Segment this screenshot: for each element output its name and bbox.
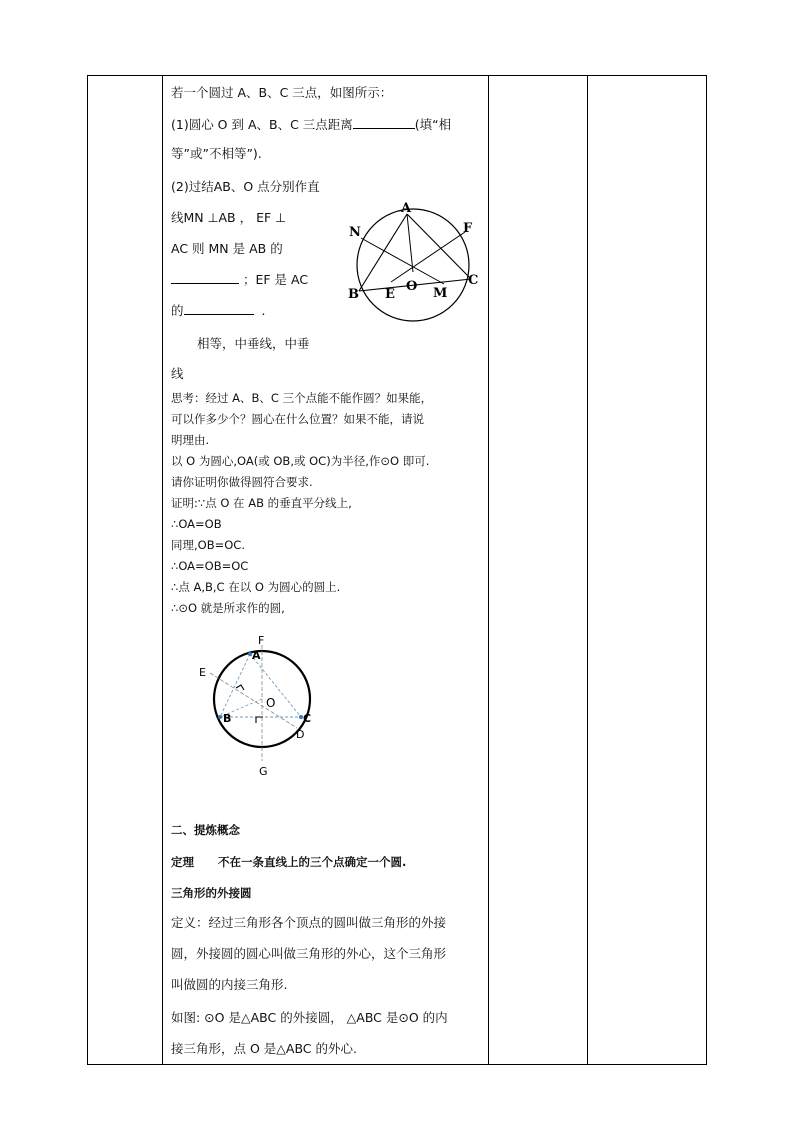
- label-M: M: [433, 286, 448, 301]
- label-B: B: [223, 712, 232, 725]
- label-G: G: [259, 765, 268, 778]
- intro-text: 若一个圆过 A、B、C 三点，如图所示：: [171, 85, 393, 100]
- definition-line: 叫做圆的内接三角形.: [171, 977, 288, 992]
- label-E: E: [199, 666, 206, 679]
- question-2-line: (2)过结AB、O 点分别作直: [171, 179, 320, 194]
- label-F: F: [463, 221, 473, 236]
- main-content-cell: [162, 75, 487, 1065]
- label-B: B: [348, 287, 359, 302]
- question-1: (1)圆心 O 到 A、B、C 三点距离 (填“相: [171, 117, 452, 132]
- label-A: A: [401, 202, 412, 216]
- proof-line: ∴OA=OB=OC: [171, 559, 249, 573]
- section-heading: 二、提炼概念: [171, 823, 240, 837]
- think-line: 可以作多少个？圆心在什么位置？如果不能，请说: [171, 412, 424, 426]
- proof-line: 请你证明你做得圆符合要求.: [171, 475, 313, 489]
- circle-diagram-1: [347, 202, 482, 332]
- answer-text: 相等，中垂线，中垂: [197, 336, 310, 351]
- proof-line: 同理,OB=OC.: [171, 538, 245, 552]
- proof-line: ∴OA=OB: [171, 517, 222, 531]
- answer-blank: [171, 271, 239, 284]
- think-line: 思考：经过 A、B、C 三个点能不能作圆？如果能，: [171, 391, 433, 405]
- label-A: A: [252, 649, 261, 662]
- label-O: O: [266, 696, 276, 710]
- example-line: 如图: ⊙O 是△ABC 的外接圆， △ABC 是⊙O 的内: [171, 1010, 448, 1025]
- theorem: 定理 不在一条直线上的三个点确定一个圆.: [171, 855, 407, 869]
- subheading: 三角形的外接圆: [171, 886, 252, 900]
- question-2-line: 线MN ⊥AB ， EF ⊥: [171, 210, 287, 225]
- example-line: 接三角形，点 O 是△ABC 的外心.: [171, 1041, 357, 1056]
- question-1-cont: 等”或”不相等”).: [171, 146, 262, 161]
- label-F: F: [258, 634, 265, 647]
- label-O: O: [406, 279, 418, 294]
- answer-text: 线: [171, 366, 184, 381]
- question-2-line: ；EF 是 AC: [171, 271, 308, 289]
- question-2-line: AC 则 MN 是 AB 的: [171, 241, 283, 256]
- proof-line: 证明:∵点 O 在 AB 的垂直平分线上,: [171, 496, 352, 510]
- label-N: N: [349, 225, 361, 240]
- label-E: E: [385, 287, 395, 302]
- proof-line: ∴⊙O 就是所求作的圆,: [171, 601, 285, 615]
- column-divider: [488, 76, 489, 1064]
- answer-blank: [184, 302, 254, 315]
- definition-line: 定义：经过三角形各个顶点的圆叫做三角形的外接: [171, 915, 447, 930]
- label-D: D: [296, 728, 305, 741]
- column-divider: [587, 76, 588, 1064]
- proof-line: 以 O 为圆心,OA(或 OB,或 OC)为半径,作⊙O 即可.: [171, 454, 430, 468]
- label-C: C: [303, 712, 312, 725]
- definition-line: 圆，外接圆的圆心叫做三角形的外心，这个三角形: [171, 946, 447, 961]
- proof-line: ∴点 A,B,C 在以 O 为圆心的圆上.: [171, 580, 341, 594]
- think-line: 明理由.: [171, 433, 210, 447]
- circle-diagram-2: [192, 633, 332, 783]
- label-C: C: [468, 273, 479, 288]
- answer-blank: [353, 116, 415, 129]
- question-2-line: 的 .: [171, 303, 266, 318]
